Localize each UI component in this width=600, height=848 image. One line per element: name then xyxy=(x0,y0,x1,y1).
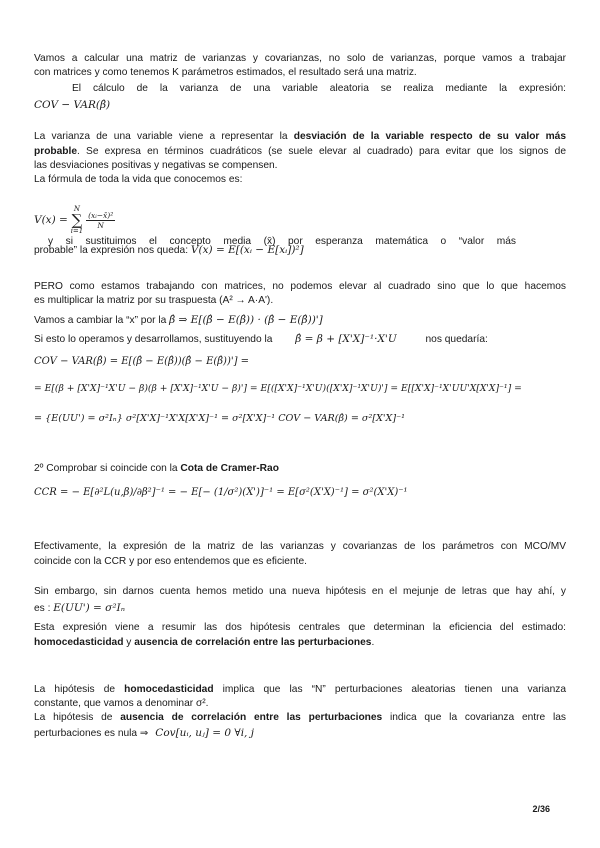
variance-line-1: La varianza de una variable viene a representar la desviación de la variable respecto de su valor más xyxy=(34,131,566,142)
variance-formula-line-2: probable” la expresión nos queda: V(x) = E[(xᵢ − E[xᵢ])²] xyxy=(34,244,304,256)
variance-line-2: probable. Se expresa en términos cuadráticos (se suele elevar al cuadrado) para evitar que los signos de xyxy=(34,146,566,157)
conclusion-line-4: es : E(UU') = σ²Iₙ xyxy=(34,602,125,614)
conclusion-line-3: Sin embargo, sin darnos cuenta hemos metido una nueva hipótesis en el mejunje de letras que hay ahí, y xyxy=(34,586,566,597)
matrices-line-1: PERO como estamos trabajando con matrices, no podemos elevar al cuadrado sino que lo que hacemos xyxy=(34,281,566,292)
intro-line-1: Vamos a calcular una matriz de varianzas y covarianzas, no solo de varianzas, porque vamos a trabajar xyxy=(34,53,566,64)
equation-3: = {E(UU') = σ²Iₙ} σ²[X'X]⁻¹X'X[X'X]⁻¹ = σ²[X'X]⁻¹ COV − VAR(β̂) = σ²[X'X]⁻¹ xyxy=(34,413,405,424)
conclusion-line-5: Esta expresión viene a resumir las dos hipótesis centrales que determinan la eficiencia del estimado: xyxy=(34,622,566,633)
hypotheses-line-2: constante, que vamos a denominar σ². xyxy=(34,698,209,709)
matrices-line-3: Vamos a cambiar la “x” por la β̂ ⇒ E[(β̂ − E(β̂)) · (β̂ − E(β̂))'] xyxy=(34,314,323,326)
conclusion-line-2: coincide con la CCR y por eso entendemos que es eficiente. xyxy=(34,556,307,567)
equation-2: = E[(β + [X'X]⁻¹X'U − β)(β + [X'X]⁻¹X'U − β)'] = E[([X'X]⁻¹X'U)([X'X]⁻¹X'U)'] = E[[X'X]⁻¹X'UU'X[X'X]⁻¹] = xyxy=(34,383,522,394)
intro-line-2: con matrices y como tenemos K parámetros estimados, el resultado será una matriz. xyxy=(34,67,417,78)
variance-line-3: las desviaciones positivas y negativas se compensen. xyxy=(34,160,278,171)
variance-line-4: La fórmula de toda la vida que conocemos es: xyxy=(34,174,243,185)
intro-expression: COV − VAR(β̂) xyxy=(34,99,111,111)
summation: N ∑ i=1 xyxy=(70,205,84,235)
intro-line-3: El cálculo de la varianza de una variable aleatoria se realiza mediante la expresión: xyxy=(72,83,566,94)
hypotheses-line-3: La hipótesis de ausencia de correlación entre las perturbaciones indica que la covarianza entre las xyxy=(34,712,566,723)
conclusion-line-1: Efectivamente, la expresión de la matriz de las varianzas y covarianzas de los parámetros con MCO/MV xyxy=(34,541,566,552)
cramer-heading: 2º Comprobar si coincide con la Cota de Cramer-Rao xyxy=(34,463,279,474)
conclusion-line-6: homocedasticidad y ausencia de correlación entre las perturbaciones. xyxy=(34,637,375,648)
page-number: 2/36 xyxy=(532,804,550,814)
cramer-equation: CCR = − E[∂²L(u,β)/∂β²]⁻¹ = − E[− (1/σ²)(X')]⁻¹ = E[σ²(X'X)⁻¹] = σ²(X'X)⁻¹ xyxy=(34,487,408,498)
hypotheses-line-4: perturbaciones es nula ⇒ Cov[uᵢ, uⱼ] = 0 ∀i, j xyxy=(34,727,254,739)
matrices-line-4: Si esto lo operamos y desarrollamos, sustituyendo la β̂ = β + [X'X]⁻¹·X'U nos quedaría: xyxy=(34,333,488,345)
hypotheses-line-1: La hipótesis de homocedasticidad implica que las “N” perturbaciones aleatorias tienen una varianza xyxy=(34,684,566,695)
equation-1: COV − VAR(β̂) = E[(β̂ − E(β̂))(β̂ − E(β̂))'] = xyxy=(34,356,250,367)
variance-formula: V(x) = N ∑ i=1 $\frac{\text{(xᵢ−x̄)²}}{N}$ y si sustituimos el concepto media (x̄) por esperanza matemática o “valor más xyxy=(34,205,516,247)
fraction: $\frac{\text{(xᵢ−x̄)²}}{N}$ xyxy=(88,210,114,230)
matrices-line-2: es multiplicar la matriz por su traspuesta (A² → A·A'). xyxy=(34,295,274,306)
